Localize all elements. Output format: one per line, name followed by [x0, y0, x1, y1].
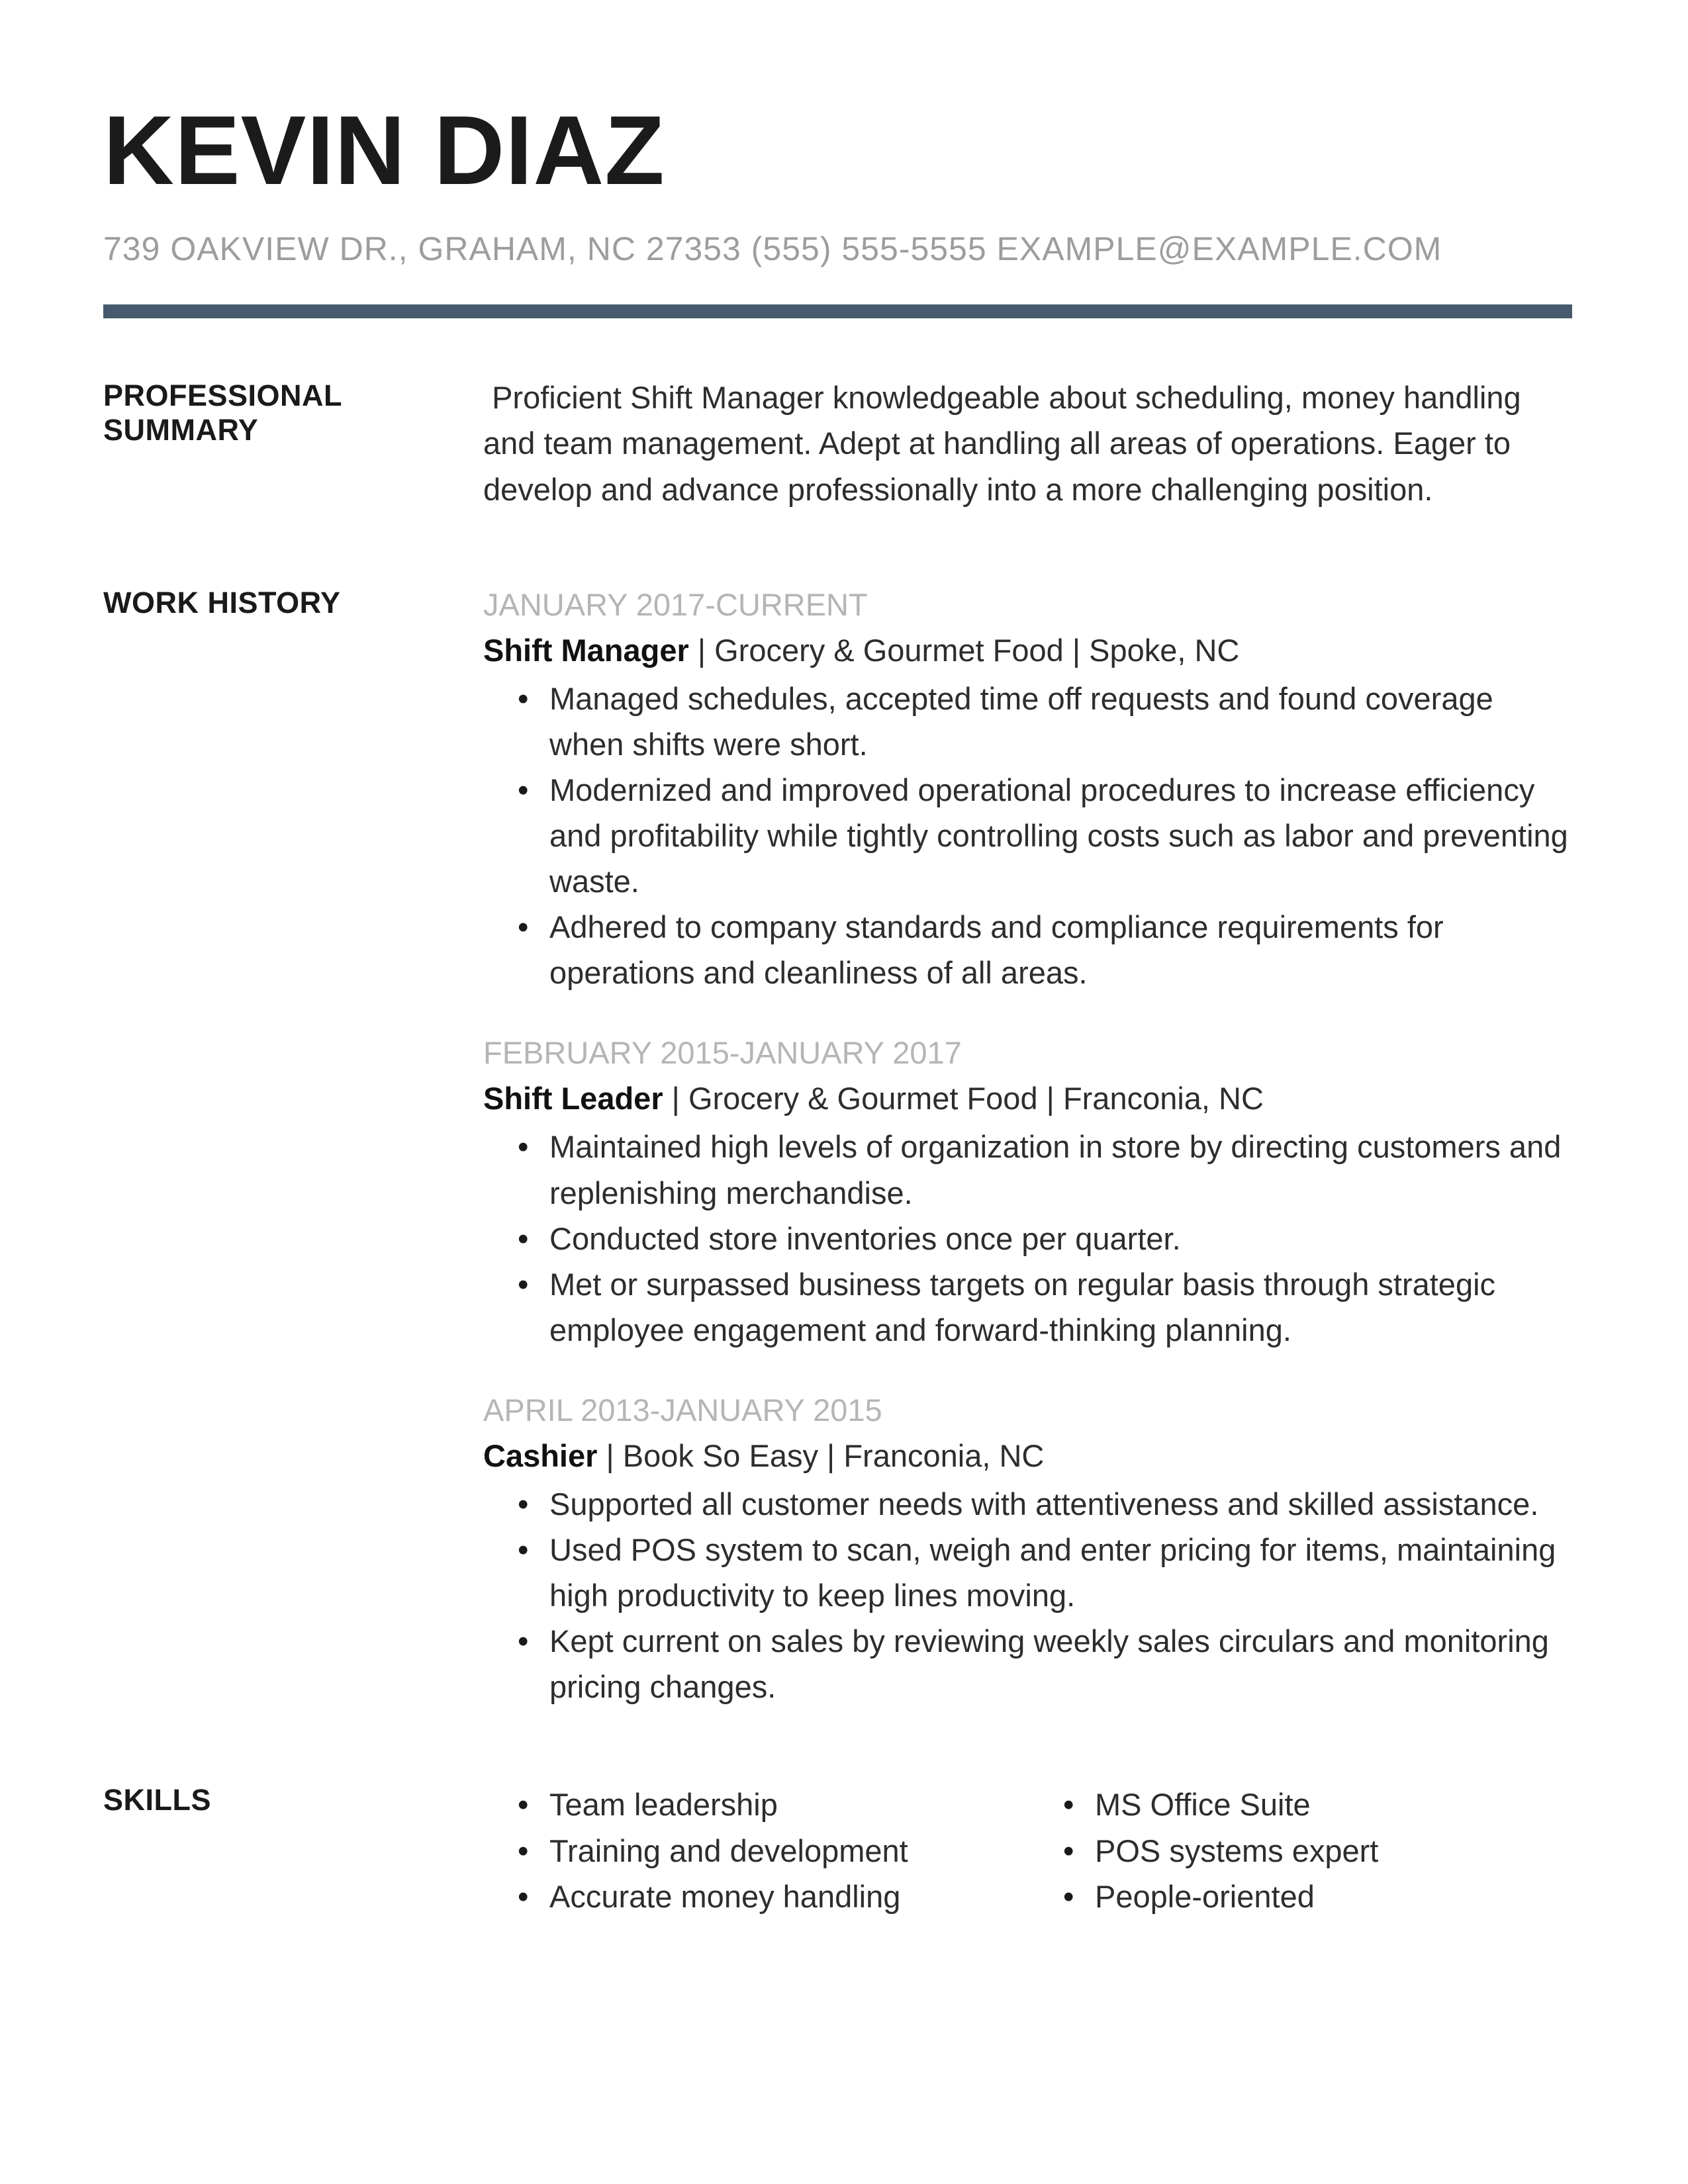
- job-entry: [483, 1030, 1572, 1353]
- section-skills: [103, 1779, 1572, 1919]
- skill-item: • Training and development: [483, 1828, 1029, 1874]
- skill-item: • People-oriented: [1029, 1874, 1572, 1919]
- job-company: Grocery & Gourmet Food: [714, 632, 1064, 668]
- job-title-line: [483, 1433, 1572, 1479]
- bullet-item: • Maintained high levels of organization in store by directing customers and replenishing merchandise.: [483, 1124, 1572, 1215]
- job-location: Spoke, NC: [1089, 632, 1240, 668]
- job-company: Grocery & Gourmet Food: [688, 1081, 1038, 1116]
- separator: |: [827, 1437, 835, 1473]
- skills-list-right: [1029, 1782, 1572, 1919]
- summary-section-content: [483, 375, 1572, 512]
- skill-item: • POS systems expert: [1029, 1828, 1572, 1874]
- work-history-section-content: [483, 582, 1572, 1710]
- job-location: Franconia, NC: [843, 1437, 1045, 1473]
- job-bullet-list: [483, 1481, 1572, 1709]
- skills-section-label: [103, 1779, 483, 1817]
- bullet-item: • Kept current on sales by reviewing weekly sales circulars and monitoring pricing changes.: [483, 1618, 1572, 1709]
- summary-section-label-text: PROFESSIONAL SUMMARY: [103, 379, 342, 447]
- skill-item: • MS Office Suite: [1029, 1782, 1572, 1827]
- bullet-item: • Adhered to company standards and compliance requirements for operations and cleanliness of all areas.: [483, 904, 1572, 995]
- job-bullet-list: [483, 676, 1572, 996]
- job-bullet-list: [483, 1124, 1572, 1352]
- skills-columns: [483, 1779, 1572, 1919]
- bullet-item: • Managed schedules, accepted time off requests and found coverage when shifts were short.: [483, 676, 1572, 767]
- job-title: Shift Leader: [483, 1081, 663, 1116]
- work-history-section-label-text: WORK HISTORY: [103, 585, 341, 619]
- job-entry: [483, 1387, 1572, 1710]
- skill-item: • Accurate money handling: [483, 1874, 1029, 1919]
- skill-item: • Team leadership: [483, 1782, 1029, 1827]
- job-title-line: [483, 1075, 1572, 1121]
- job-company: Book So Easy: [622, 1437, 818, 1473]
- skills-section-label-text: SKILLS: [103, 1783, 212, 1817]
- job-title-line: [483, 627, 1572, 673]
- separator: |: [1046, 1081, 1055, 1116]
- separator: |: [697, 632, 706, 668]
- separator: |: [1072, 632, 1081, 668]
- bullet-item: • Modernized and improved operational procedures to increase efficiency and profitability while tightly controlling costs such as labor and preventing waste.: [483, 767, 1572, 904]
- job-dates: JANUARY 2017-CURRENT: [483, 586, 868, 622]
- work-history-section-label: [103, 582, 483, 620]
- header-rule: [103, 304, 1572, 318]
- job-location: Franconia, NC: [1062, 1081, 1264, 1116]
- bullet-item: • Conducted store inventories once per quarter.: [483, 1216, 1572, 1261]
- skills-section-content: [483, 1779, 1572, 1919]
- separator: |: [606, 1437, 614, 1473]
- bullet-item: • Supported all customer needs with attentiveness and skilled assistance.: [483, 1481, 1572, 1527]
- separator: |: [671, 1081, 680, 1116]
- resume-body: [103, 375, 1572, 1919]
- job-entry: [483, 582, 1572, 996]
- job-title: Shift Manager: [483, 632, 689, 668]
- section-work-history: [103, 582, 1572, 1710]
- person-name: KEVIN DIAZ: [103, 96, 665, 205]
- summary-text: Proficient Shift Manager knowledgeable about scheduling, money handling and team management. Adept at handling all areas of operations. Eager to develop and advance professionally into a more challenging position.: [483, 380, 1530, 507]
- section-professional-summary: [103, 375, 1572, 512]
- summary-section-label: [103, 375, 483, 447]
- job-title: Cashier: [483, 1437, 598, 1473]
- job-dates: APRIL 2013-JANUARY 2015: [483, 1392, 882, 1428]
- contact-line: 739 OAKVIEW DR., GRAHAM, NC 27353 (555) 555-5555 EXAMPLE@EXAMPLE.COM: [103, 230, 1442, 268]
- bullet-item: • Used POS system to scan, weigh and enter pricing for items, maintaining high productivity to keep lines moving.: [483, 1527, 1572, 1618]
- job-dates: FEBRUARY 2015-JANUARY 2017: [483, 1035, 962, 1071]
- skills-list-left: [483, 1782, 1029, 1919]
- bullet-item: • Met or surpassed business targets on regular basis through strategic employee engagement and forward-thinking planning.: [483, 1261, 1572, 1353]
